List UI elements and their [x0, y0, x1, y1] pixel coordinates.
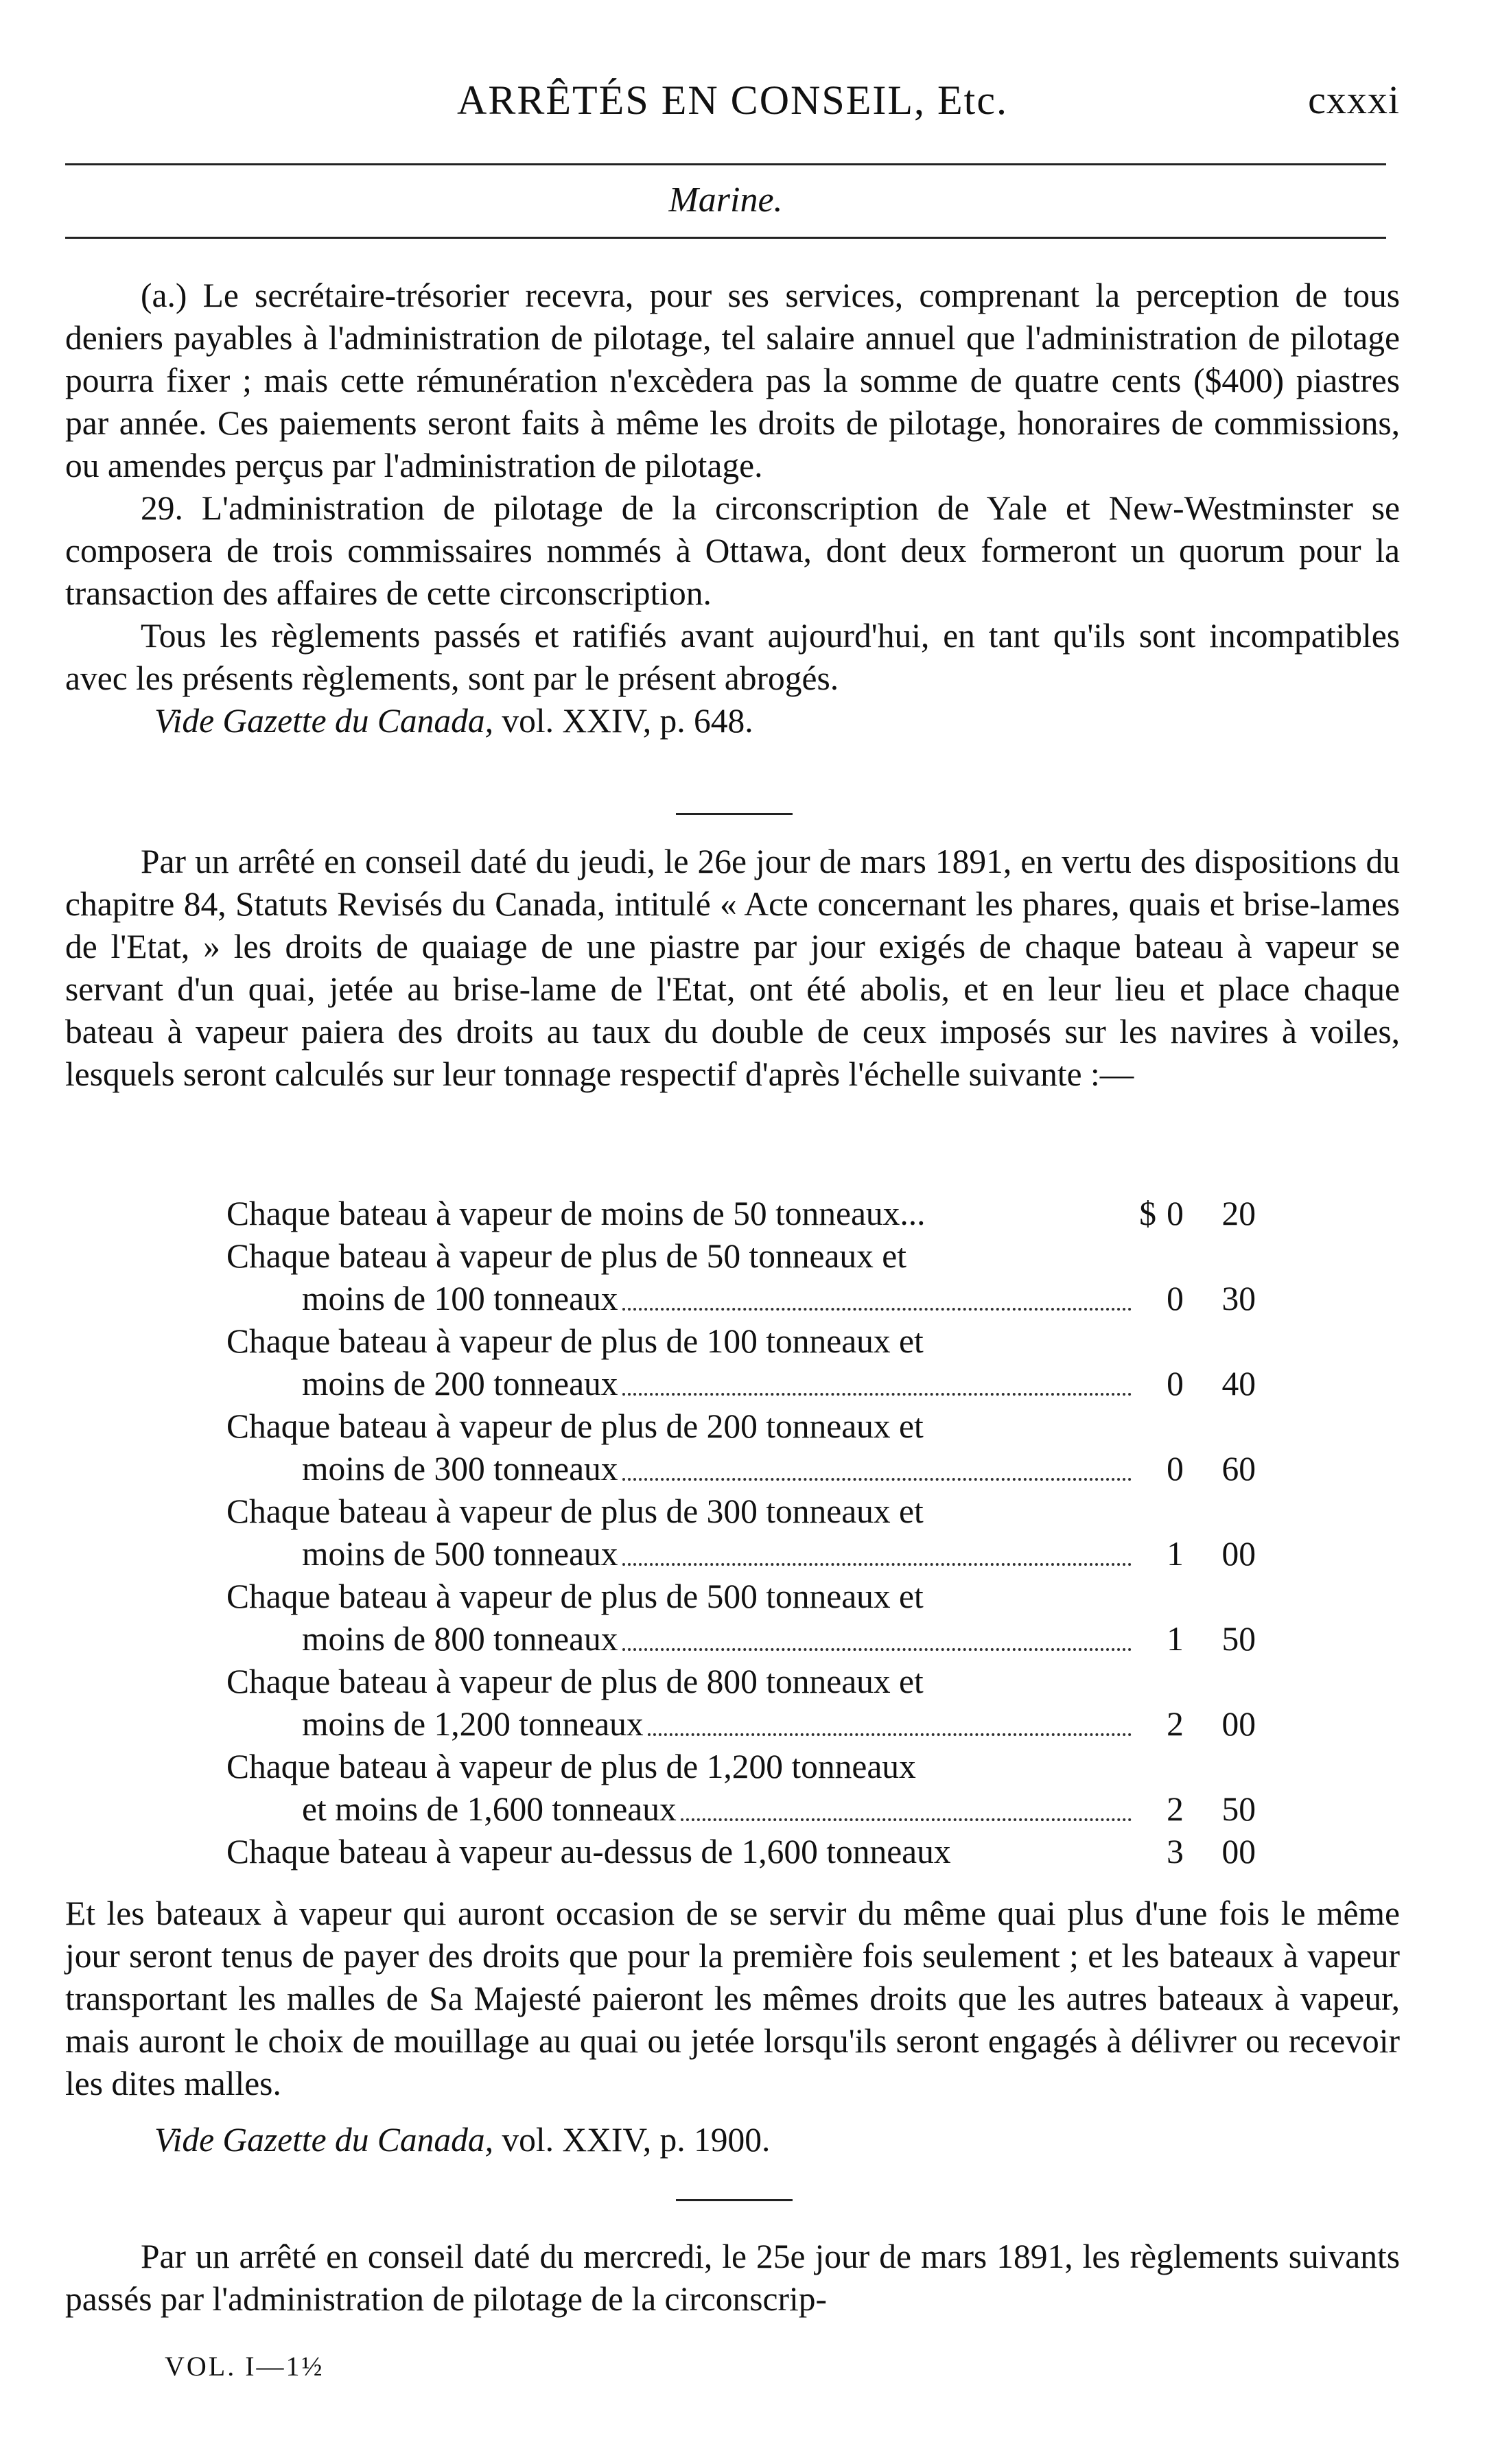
- tariff-description-cont: moins de 500 tonneaux: [302, 1535, 618, 1573]
- section-rule: [65, 237, 1386, 239]
- page-number: cxxxi: [1308, 78, 1400, 122]
- tariff-dollars: 0: [1167, 1280, 1184, 1317]
- tariff-description-cont: et moins de 1,600 tonneaux: [302, 1790, 677, 1828]
- paragraph-repeal: Tous les règlements passés et ratifiés avant aujourd'hui, en tant qu'ils sont incompatibles avec les présents règlements, sont par le présent abrogés.: [65, 617, 1400, 697]
- citation-source: Vide Gazette du Canada,: [154, 2121, 494, 2159]
- tariff-cents: 40: [1221, 1365, 1256, 1403]
- tariff-cents: 50: [1221, 1790, 1256, 1828]
- tariff-dollars: 0: [1167, 1195, 1184, 1232]
- tariff-table: [226, 1193, 1256, 1873]
- citation-gazette-1900: [65, 2119, 1400, 2161]
- leader-dots: [622, 1563, 1132, 1566]
- tariff-row-heading: [226, 1661, 1256, 1703]
- text-block-2: [65, 841, 1400, 1096]
- leader-dots: [622, 1393, 1132, 1396]
- tariff-row-heading: [226, 1235, 1256, 1278]
- tariff-cents: 30: [1221, 1280, 1256, 1317]
- citation-gazette-648: [65, 700, 1400, 742]
- text-block-4: [65, 2236, 1400, 2321]
- tariff-description: Chaque bateau à vapeur de plus de 800 tonneaux et: [226, 1663, 924, 1700]
- paragraph-article-29: 29. L'administration de pilotage de la circonscription de Yale et New-Westminster se composera de trois commissaires nommés à Ottawa, dont deux formeront un quorum pour la transaction des affaires de cette circonscription.: [65, 489, 1400, 612]
- tariff-dollars: 0: [1167, 1450, 1184, 1488]
- tariff-description: Chaque bateau à vapeur de plus de 1,200 tonneaux: [226, 1748, 916, 1785]
- tariff-description: Chaque bateau à vapeur de plus de 100 tonneaux et: [226, 1322, 924, 1360]
- paragraph-secretary-salary: (a.) Le secrétaire-trésorier recevra, pour ses services, comprenant la perception de tous deniers payables à l'administration de pilotage, tel salaire annuel que l'administration de pilotage pourra fixer ; mais cette rémunération n'excèdera pas la somme de quatre cents ($400) piastres par année. Ces paiements seront faits à même les droits de pilotage, honoraires de commissions, ou amendes perçus par l'administration de pilotage.: [65, 277, 1400, 484]
- leader-dots: [681, 1818, 1132, 1821]
- tariff-description-cont: moins de 1,200 tonneaux: [302, 1705, 644, 1743]
- tariff-dollars: 2: [1167, 1790, 1184, 1828]
- tariff-row-heading: [226, 1320, 1256, 1363]
- tariff-row: [226, 1363, 1256, 1405]
- tariff-row: [226, 1533, 1256, 1575]
- tariff-dollars: 1: [1167, 1535, 1184, 1573]
- tariff-description: Chaque bateau à vapeur de plus de 300 tonneaux et: [226, 1492, 924, 1530]
- tariff-row: [226, 1278, 1256, 1320]
- tariff-description: Chaque bateau à vapeur au-dessus de 1,600 tonneaux: [226, 1833, 951, 1870]
- tariff-row: [226, 1703, 1256, 1746]
- separator-rule: [676, 2199, 793, 2201]
- tariff-row: [226, 1193, 1256, 1235]
- header-rule: [65, 163, 1386, 165]
- tariff-dollars: 3: [1167, 1833, 1184, 1870]
- paragraph-pilotage-regulations: Par un arrêté en conseil daté du mercredi, le 25e jour de mars 1891, les règlements suivants passés par l'administration de pilotage de la circonscrip-: [65, 2238, 1400, 2318]
- leader-dots: [622, 1648, 1132, 1651]
- paragraph-repeat-use: Et les bateaux à vapeur qui auront occasion de se servir du même quai plus d'une fois le même jour seront tenus de payer des droits que pour la première fois seulement ; et les bateaux à vapeur transportant les malles de Sa Majesté paieront les mêmes droits que les autres bateaux à vapeur, mais auront le choix de mouillage au quai ou jetée lorsqu'ils seront engagés à délivrer ou recevoir les dites malles.: [65, 1894, 1400, 2102]
- tariff-dollars: 1: [1167, 1620, 1184, 1658]
- leader-dots: [622, 1478, 1132, 1481]
- citation-reference: vol. XXIV, p. 648.: [493, 702, 753, 740]
- tariff-description-cont: moins de 200 tonneaux: [302, 1365, 618, 1403]
- tariff-row-heading: [226, 1746, 1256, 1788]
- tariff-dollars: 0: [1167, 1365, 1184, 1403]
- tariff-row: [226, 1788, 1256, 1831]
- tariff-description-cont: moins de 800 tonneaux: [302, 1620, 618, 1658]
- text-block-3: [65, 1892, 1400, 2161]
- tariff-description-cont: moins de 100 tonneaux: [302, 1280, 618, 1317]
- signature-mark: VOL. I—1½: [165, 2351, 325, 2382]
- tariff-dollars: 2: [1167, 1705, 1184, 1743]
- tariff-cents: 20: [1221, 1195, 1256, 1232]
- tariff-cents: 00: [1221, 1535, 1256, 1573]
- citation-source: Vide Gazette du Canada,: [154, 702, 494, 740]
- section-title: Marine.: [668, 180, 783, 220]
- tariff-cents: 60: [1221, 1450, 1256, 1488]
- tariff-description: Chaque bateau à vapeur de plus de 500 tonneaux et: [226, 1577, 924, 1615]
- tariff-row: [226, 1831, 1256, 1873]
- leader-dots: [648, 1733, 1132, 1736]
- paragraph-wharfage-order: Par un arrêté en conseil daté du jeudi, le 26e jour de mars 1891, en vertu des dispositions du chapitre 84, Statuts Revisés du Canada, intitulé « Acte concernant les phares, quais et brise-lames de l'Etat, » les droits de quaiage de une piastre par jour exigés de chaque bateau à vapeur se servant d'un quai, jetée au brise-lame de l'Etat, ont été abolis, et en leur lieu et place chaque bateau à vapeur paiera des droits au taux du double de ceux imposés sur les navires à voiles, lesquels seront calculés sur leur tonnage respectif d'après l'échelle suivante :—: [65, 843, 1400, 1093]
- header-title: ARRÊTÉS EN CONSEIL, Etc.: [457, 78, 1008, 123]
- tariff-row-heading: [226, 1490, 1256, 1533]
- separator-rule: [676, 813, 793, 815]
- tariff-currency: $: [1139, 1195, 1156, 1232]
- leader-dots: [622, 1308, 1132, 1311]
- text-block-1: [65, 274, 1400, 742]
- tariff-cents: 00: [1221, 1705, 1256, 1743]
- tariff-row: [226, 1618, 1256, 1661]
- tariff-description-cont: moins de 300 tonneaux: [302, 1450, 618, 1488]
- tariff-cents: 00: [1221, 1833, 1256, 1870]
- tariff-row: [226, 1448, 1256, 1490]
- citation-reference: vol. XXIV, p. 1900.: [493, 2121, 771, 2159]
- tariff-row-heading: [226, 1575, 1256, 1618]
- tariff-description: Chaque bateau à vapeur de moins de 50 tonneaux...: [226, 1195, 926, 1232]
- running-header: [65, 77, 1400, 132]
- tariff-row-heading: [226, 1405, 1256, 1448]
- tariff-description: Chaque bateau à vapeur de plus de 50 tonneaux et: [226, 1237, 907, 1275]
- tariff-cents: 50: [1221, 1620, 1256, 1658]
- tariff-description: Chaque bateau à vapeur de plus de 200 tonneaux et: [226, 1407, 924, 1445]
